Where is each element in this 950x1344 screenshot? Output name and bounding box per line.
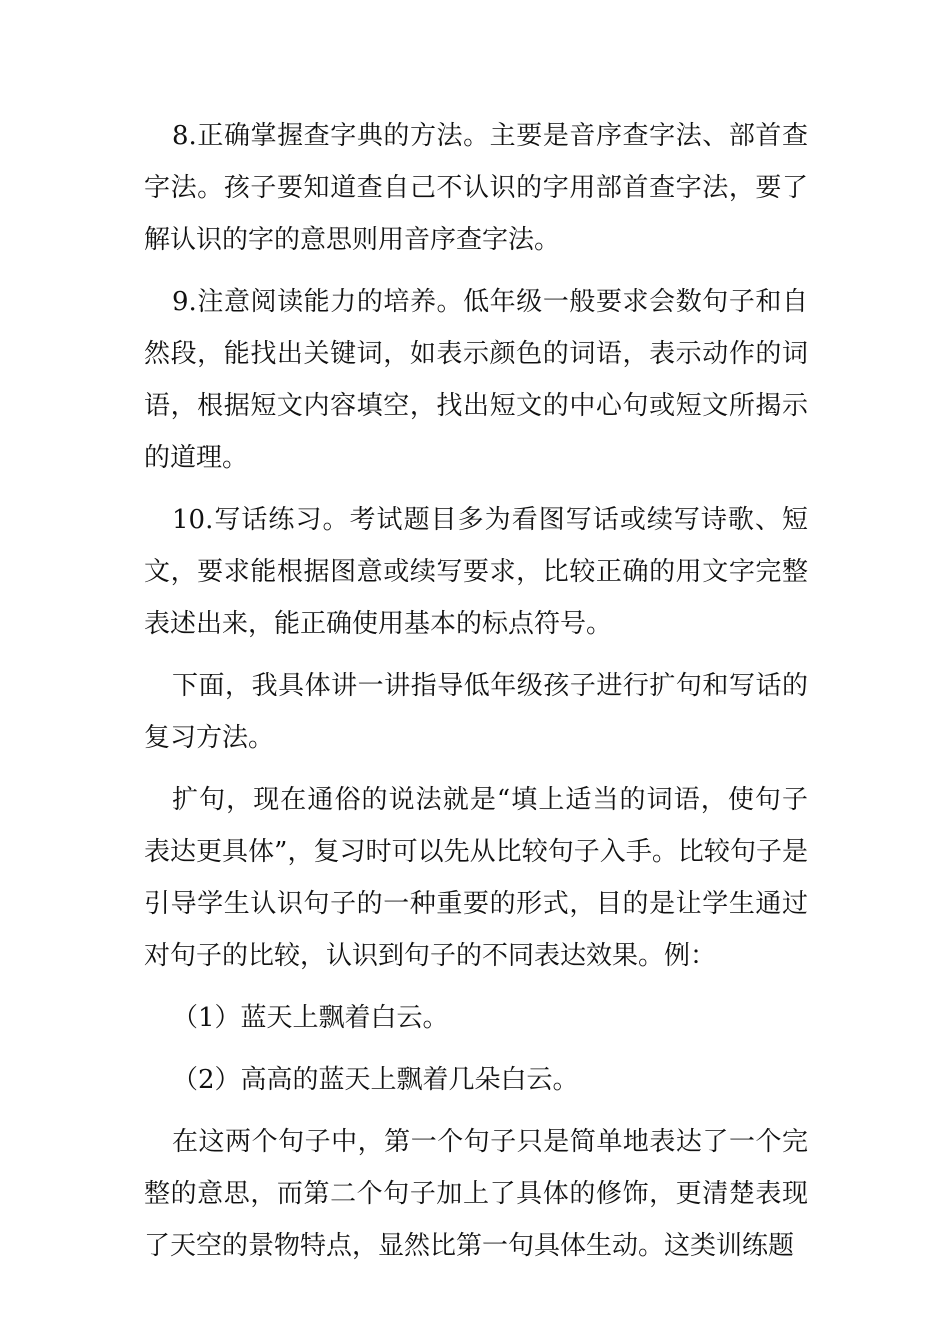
paragraph-example-1: （1）蓝天上飘着白云。 xyxy=(172,1003,449,1033)
paragraph-writing-practice: 10.写话练习。考试题目多为看图写话或续写诗歌、短文，要求能根据图意或续写要求，比较正确的用文字完整表述出来，能正确使用基本的标点符号。 xyxy=(144,505,808,639)
paragraph-example-2: （2）高高的蓝天上飘着几朵白云。 xyxy=(172,1065,579,1095)
paragraph-reading-ability: 9.注意阅读能力的培养。低年级一般要求会数句子和自然段，能找出关键词，如表示颜色的词语，表示动作的词语，根据短文内容填空，找出短文的中心句或短文所揭示的道理。 xyxy=(144,287,808,473)
paragraph-review-intro: 下面，我具体讲一讲指导低年级孩子进行扩句和写话的复习方法。 xyxy=(144,671,808,753)
document-body xyxy=(144,110,808,1282)
paragraph-sentence-expansion: 扩句，现在通俗的说法就是“填上适当的词语，使句子表达更具体”，复习时可以先从比较句子入手。比较句子是引导学生认识句子的一种重要的形式，目的是让学生通过对句子的比较，认识到句子的不同表达效果。例： xyxy=(144,785,808,971)
paragraph-dictionary-method: 8.正确掌握查字典的方法。主要是音序查字法、部首查字法。孩子要知道查自己不认识的字用部首查字法，要了解认识的字的意思则用音序查字法。 xyxy=(144,121,808,255)
paragraph-comparison: 在这两个句子中，第一个句子只是简单地表达了一个完整的意思，而第二个句子加上了具体的修饰，更清楚表现了天空的景物特点，显然比第一句具体生动。这类训练题 xyxy=(144,1127,808,1261)
